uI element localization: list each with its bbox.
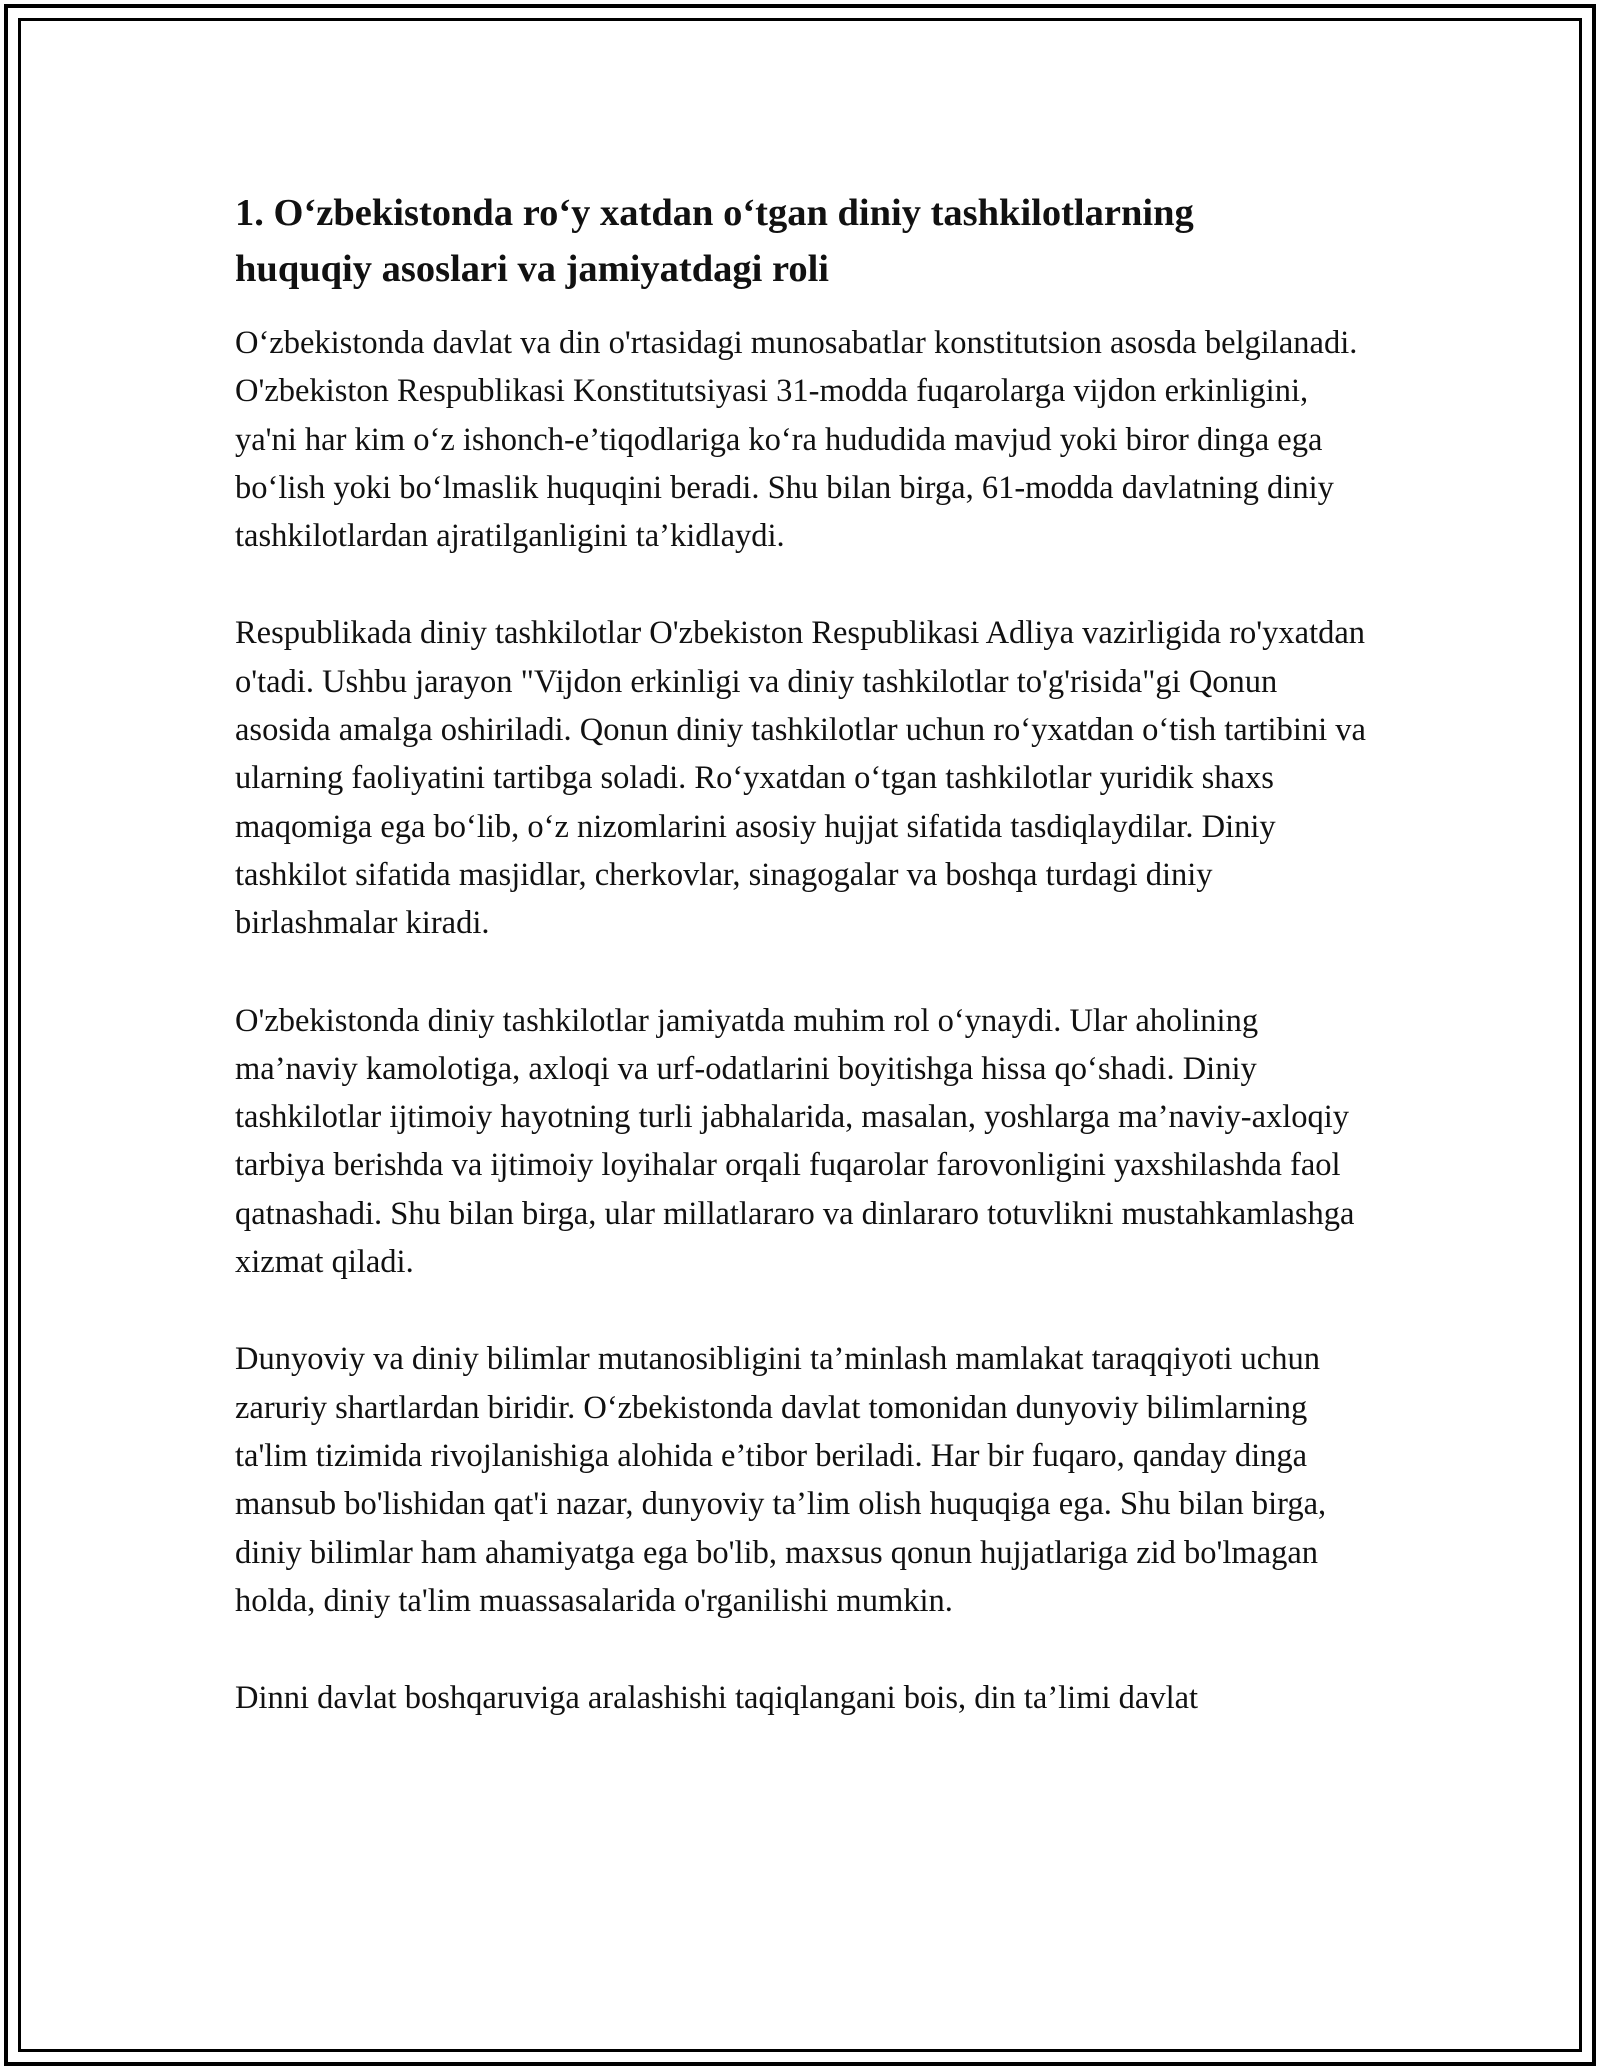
paragraph-4: Dunyoviy va diniy bilimlar mutanosibligini ta’minlash mamlakat taraqqiyoti uchun zaruriy shartlardan biridir. O‘zbekistonda davlat tomonidan dunyoviy bilimlarning ta'lim tizimida rivojlanishiga alohida e’tibor beriladi. Har bir fuqaro, qanday dinga mansub bo'lishidan qat'i nazar, dunyoviy ta’lim olish huquqiga ega. Shu bilan birga, diniy bilimlar ham ahamiyatga ega bo'lib, maxsus qonun hujjatlariga zid bo'lmagan holda, diniy ta'lim muassasalarida o'rganilishi mumkin. [235,1341,1327,1619]
paragraph-3: O'zbekistonda diniy tashkilotlar jamiyatda muhim rol o‘ynaydi. Ular aholining ma’naviy kamolotiga, axloqi va urf-odatlarini boyitishga hissa qo‘shadi. Diniy tashkilotlar ijtimoiy hayotning turli jabhalarida, masalan, yoshlarga ma’naviy-axloqiy tarbiya berishda va ijtimoiy loyihalar orqali fuqarolar farovonligini yaxshilashda faol qatnashadi. Shu bilan birga, ular millatlararo va dinlararo totuvlikni mustahkamlashga xizmat qiladi. [235,1002,1355,1281]
section-heading: 1. O‘zbekistonda ro‘y xatdan o‘tgan diniy tashkilotlarning huquqiy asoslari va jamiyatdagi roli [235,192,1194,290]
paragraph-2: Respublikada diniy tashkilotlar O'zbekiston Respublikasi Adliya vazirligida ro'yxatdan o'tadi. Ushbu jarayon "Vijdon erkinligi va diniy tashkilotlar to'g'risida"gi Qonun asosida amalga oshiriladi. Qonun diniy tashkilotlar uchun ro‘yxatdan o‘tish tartibini va ularning faoliyatini tartibga soladi. Ro‘yxatdan o‘tgan tashkilotlar yuridik shaxs maqomiga ega bo‘lib, o‘z nizomlarini asosiy hujjat sifatida tasdiqlaydilar. Diniy tashkilot sifatida masjidlar, cherkovlar, sinagogalar va boshqa turdagi diniy birlashmalar kiradi. [235,615,1366,942]
paragraph-1: O‘zbekistonda davlat va din o'rtasidagi munosabatlar konstitutsion asosda belgilanadi. O'zbekiston Respublikasi Konstitutsiyasi 31-modda fuqarolarga vijdon erkinligini, ya'ni har kim o‘z ishonch-e’tiqodlariga ko‘ra hududida mavjud yoki biror dinga ega bo‘lish yoki bo‘lmaslik huquqini beradi. Shu bilan birga, 61-modda davlatning diniy tashkilotlardan ajratilganligini ta’kidlaydi. [235,325,1358,555]
document-body [235,185,1370,1771]
paragraph-5: Dinni davlat boshqaruviga aralashishi taqiqlangani bois, din ta’limi davlat [235,1680,1199,1717]
